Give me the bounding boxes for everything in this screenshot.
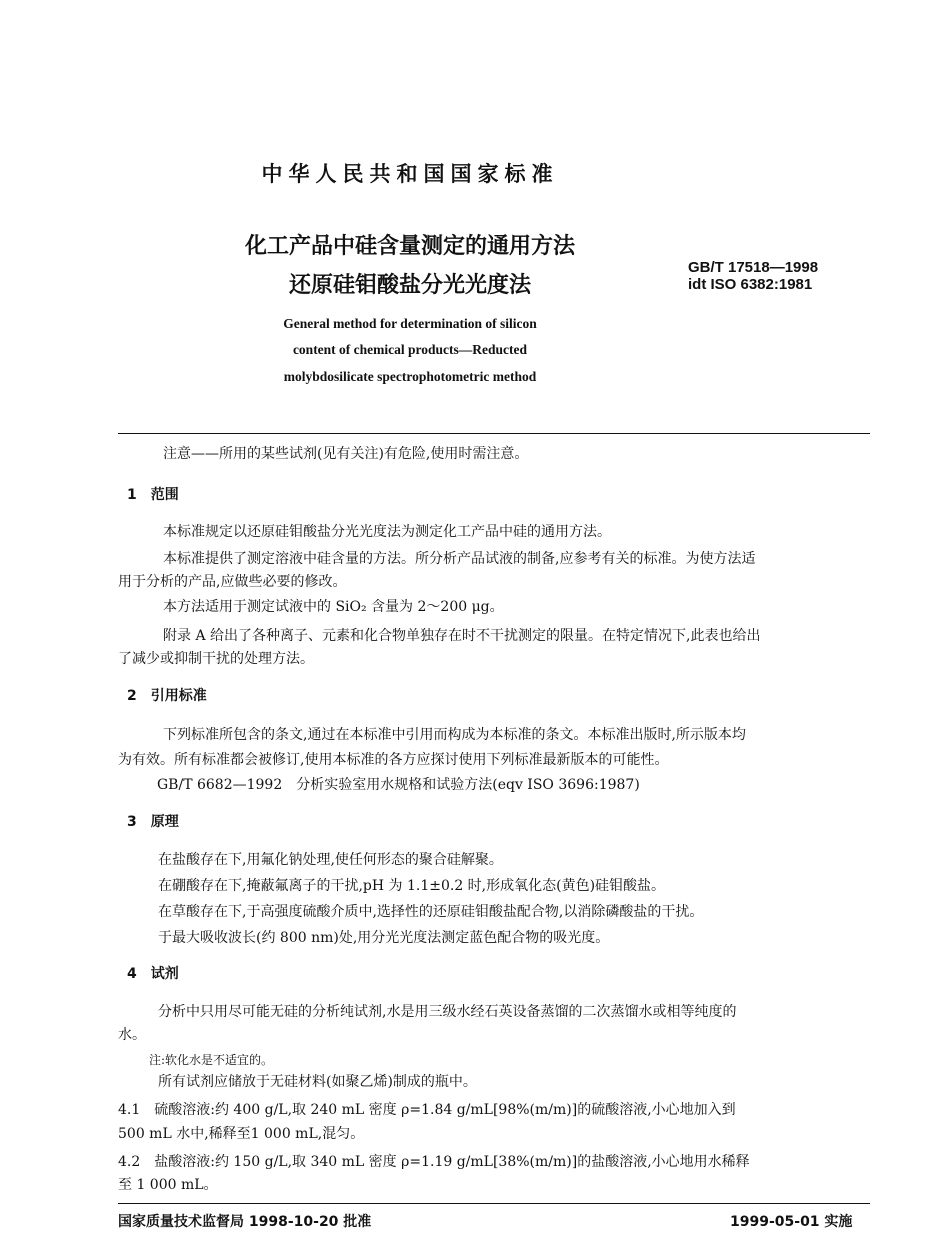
s2-reference-standard: GB/T 6682—1992 分析实验室用水规格和试验方法(eqv ISO 3696:1987) <box>157 777 640 793</box>
s4-2-line-a: 4.2 盐酸溶液:约 150 g/L,取 340 mL 密度 ρ=1.19 g/mL[38%(m/m)]的盐酸溶液,小心地用水稀释 <box>118 1154 750 1170</box>
s4-2-line-b: 至 1 000 mL。 <box>118 1177 218 1193</box>
section-3-heading: 3 原理 <box>127 814 179 830</box>
implementation-date: 1999-05-01 实施 <box>730 1214 853 1230</box>
title-en-line2: content of chemical products—Reducted <box>292 342 528 357</box>
s2-paragraph-1b: 为有效。所有标准都会被修订,使用本标准的各方应探讨使用下列标准最新版本的可能性。 <box>118 752 669 768</box>
section-4-heading: 4 试剂 <box>127 966 179 982</box>
s1-paragraph-2b: 用于分析的产品,应做些必要的修改。 <box>118 574 347 590</box>
s1-paragraph-3: 本方法适用于测定试液中的 SiO₂ 含量为 2～200 μg。 <box>163 599 504 615</box>
section-2-heading: 2 引用标准 <box>127 688 207 704</box>
title-cn-line1: 化工产品中硅含量测定的通用方法 <box>244 234 575 259</box>
standard-number: GB/T 17518—1998 <box>688 259 819 276</box>
s4-paragraph-1a: 分析中只用尽可能无硅的分析纯试剂,水是用三级水经石英设备蒸馏的二次蒸馏水或相等纯度的 <box>158 1004 737 1020</box>
s2-paragraph-1a: 下列标准所包含的条文,通过在本标准中引用而构成为本标准的条文。本标准出版时,所示版本均 <box>163 727 746 743</box>
warning-note: 注意——所用的某些试剂(见有关注)有危险,使用时需注意。 <box>163 446 529 462</box>
top-divider <box>118 433 870 434</box>
s4-1-line-a: 4.1 硫酸溶液:约 400 g/L,取 240 mL 密度 ρ=1.84 g/mL[98%(m/m)]的硫酸溶液,小心地加入到 <box>118 1102 736 1118</box>
approval-date: 国家质量技术监督局 1998-10-20 批准 <box>118 1214 372 1230</box>
standard-idt: idt ISO 6382:1981 <box>688 276 813 293</box>
title-en-line1: General method for determination of silicon <box>283 316 537 331</box>
s1-paragraph-2a: 本标准提供了测定溶液中硅含量的方法。所分析产品试液的制备,应参考有关的标准。为使方法适 <box>163 551 756 567</box>
s1-paragraph-4b: 了减少或抑制干扰的处理方法。 <box>118 651 314 667</box>
s3-paragraph-1: 在盐酸存在下,用氟化钠处理,使任何形态的聚合硅解聚。 <box>158 852 503 868</box>
s3-paragraph-3: 在草酸存在下,于高强度硫酸介质中,选择性的还原硅钼酸盐配合物,以消除磷酸盐的干扰。 <box>158 904 704 920</box>
s3-paragraph-2: 在硼酸存在下,掩蔽氟离子的干扰,pH 为 1.1±0.2 时,形成氧化态(黄色)硅钼酸盐。 <box>158 878 666 894</box>
s1-paragraph-1: 本标准规定以还原硅钼酸盐分光光度法为测定化工产品中硅的通用方法。 <box>163 524 611 540</box>
title-cn-line2: 还原硅钼酸盐分光光度法 <box>288 273 531 298</box>
s4-paragraph-2: 所有试剂应储放于无硅材料(如聚乙烯)制成的瓶中。 <box>158 1074 477 1090</box>
s4-1-line-b: 500 mL 水中,稀释至1 000 mL,混匀。 <box>118 1126 365 1142</box>
s3-paragraph-4: 于最大吸收波长(约 800 nm)处,用分光光度法测定蓝色配合物的吸光度。 <box>158 930 610 946</box>
national-standard-header: 中华人民共和国国家标准 <box>261 162 559 186</box>
section-1-heading: 1 范围 <box>127 487 179 503</box>
bottom-divider <box>118 1203 870 1204</box>
s4-note: 注:软化水是不适宜的。 <box>149 1053 274 1067</box>
s1-paragraph-4a: 附录 A 给出了各种离子、元素和化合物单独存在时不干扰测定的限量。在特定情况下,此表也给出 <box>163 628 761 644</box>
s4-paragraph-1b: 水。 <box>118 1027 146 1043</box>
title-en-line3: molybdosilicate spectrophotometric method <box>283 369 537 384</box>
